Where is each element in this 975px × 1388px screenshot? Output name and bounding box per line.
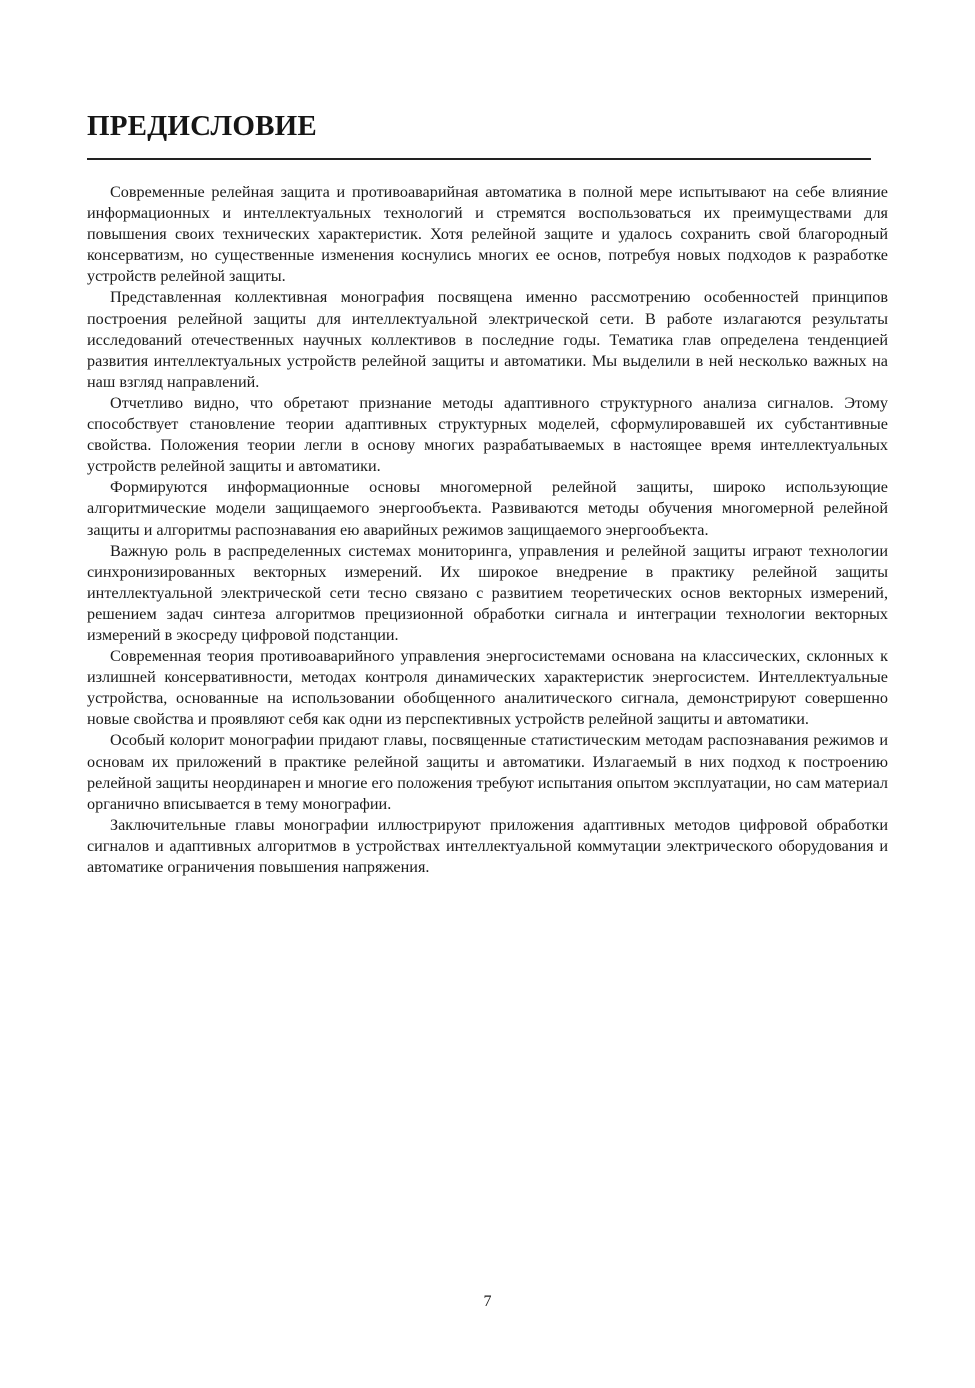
paragraph-6: Современная теория противоаварийного управления энергосистемами основана на классических, склонных к излишней консервативности, методах контроля динамических характеристик энергосистем. Интеллектуальные устройства, основанные на использовании обобщенного аналитического сигнала, демонстрируют совершенно новые свойства и проявляют себя как одни из перспективных устройств релейной защиты и автоматики. [87, 647, 888, 729]
body-text [87, 182, 888, 878]
paragraph-3: Отчетливо видно, что обретают признание методы адаптивного структурного анализа сигналов. Этому способствует становление теории адаптивных структурных моделей, сформулировавшей их субстантивные свойства. Положения теории легли в основу многих разрабатываемых в настоящее время интеллектуальных устройств релейной защиты и автоматики. [87, 393, 888, 476]
paragraph-5: Важную роль в распределенных системах мониторинга, управления и релейной защиты играют технологии синхронизированных векторных измерений. Их широкое внедрение в практику релейной защиты интеллектуальной электрической сети тесно связано с развитием теоретических основ векторных измерений, решением задач синтеза алгоритмов прецизионной обработки сигнала и интеграции технологии векторных измерений в экосреду цифровой подстанции. [87, 541, 888, 644]
page-title: ПРЕДИСЛОВИЕ [87, 110, 317, 142]
paragraph-2: Представленная коллективная монография посвящена именно рассмотрению особенностей принципов построения релейной защиты для интеллектуальной электрической сети. В работе излагаются результаты исследований отечественных научных коллективов в последние годы. Тематика глав определена тенденцией развития интеллектуальных устройств релейной защиты и автоматики. Мы выделили в ней несколько важных на наш взгляд направлений. [87, 288, 888, 391]
page-number: 7 [483, 1293, 492, 1310]
title-divider [87, 158, 871, 160]
paragraph-1: Современные релейная защита и противоаварийная автоматика в полной мере испытывают на себе влияние информационных и интеллектуальных технологий и стремятся воспользоваться их преимуществами для повышения своих технических характеристик. Хотя релейной защите и удалось сохранить свой благородный консерватизм, но существенные изменения коснулись многих ее основ, потребуя новых подходов к разработке устройств релейной защиты. [87, 183, 888, 286]
paragraph-8: Заключительные главы монографии иллюстрируют приложения адаптивных методов цифровой обработки сигналов и адаптивных алгоритмов в устройствах интеллектуальной коммутации электрического оборудования и автоматике ограничения повышения напряжения. [87, 815, 888, 876]
paragraph-7: Особый колорит монографии придают главы, посвященные статистическим методам распознавания режимов и основам их приложений в практике релейной защиты и автоматики. Излагаемый в них подход к построению релейной защиты неординарен и многие его положения требуют испытания опытом эксплуатации, но сам материал органично вписывается в тему монографии. [87, 731, 888, 813]
paragraph-4: Формируются информационные основы многомерной релейной защиты, широко использующие алгоритмические модели защищаемого энергообъекта. Развиваются методы обучения многомерной релейной защиты и алгоритмы распознавания ею аварийных режимов защищаемого энергообъекта. [87, 478, 888, 539]
